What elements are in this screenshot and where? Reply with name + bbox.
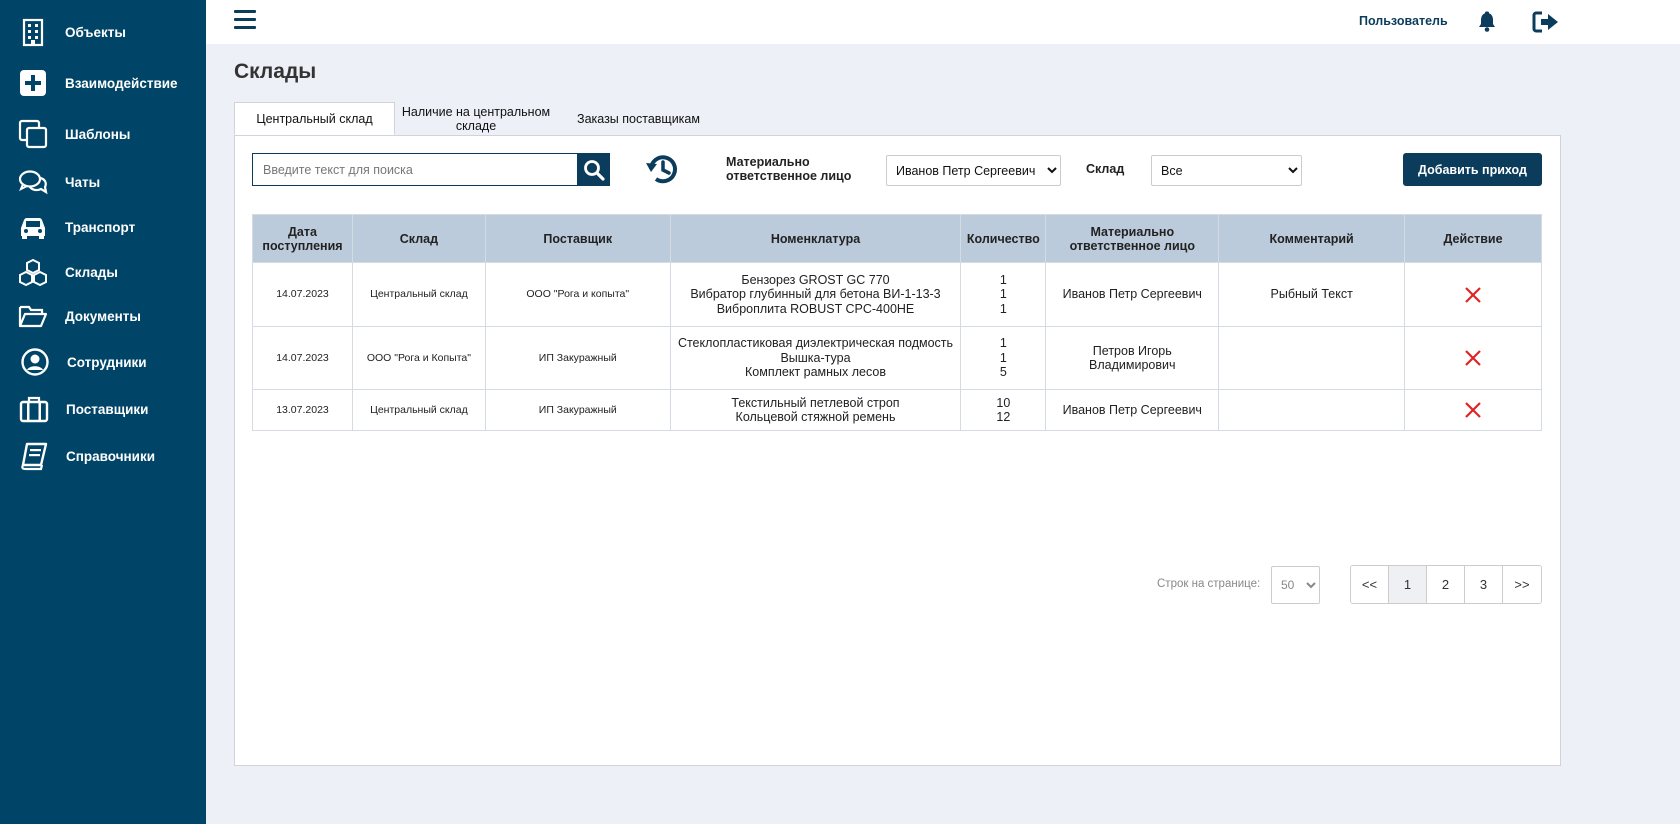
col-quantity[interactable]: Количество xyxy=(961,215,1046,263)
cell-supplier: ООО "Рога и копыта" xyxy=(485,263,670,327)
item-line: Вышка-тура xyxy=(780,350,851,365)
sidebar-item-label: Склады xyxy=(65,264,118,280)
sidebar-item-employees[interactable] xyxy=(0,342,206,382)
cell-supplier: ИП Закуражный xyxy=(485,327,670,390)
search-button[interactable] xyxy=(577,153,610,186)
quantity-line: 5 xyxy=(999,365,1007,380)
cell-responsible: Петров Игорь Владимирович xyxy=(1046,327,1219,390)
tab-central-warehouse[interactable] xyxy=(234,102,395,135)
logout-icon[interactable] xyxy=(1532,10,1560,34)
sidebar-item-label: Транспорт xyxy=(65,219,136,235)
warehouse-select[interactable] xyxy=(1151,155,1302,186)
pagination xyxy=(1350,565,1542,604)
page-last-button[interactable]: >> xyxy=(1503,566,1541,603)
sidebar-item-label: Чаты xyxy=(65,174,101,190)
sidebar-item-label: Справочники xyxy=(66,448,156,464)
table-header-row xyxy=(253,215,1542,263)
topbar xyxy=(206,0,1680,44)
cell-warehouse: Центральный склад xyxy=(352,263,485,327)
item-line: Комплект рамных лесов xyxy=(745,365,886,380)
plus-square-icon xyxy=(18,68,48,98)
cell-action xyxy=(1405,263,1542,327)
cell-comment xyxy=(1219,390,1405,431)
quantity-line: 1 xyxy=(999,350,1007,365)
col-items[interactable]: Номенклатура xyxy=(670,215,961,263)
sidebar-item-label: Документы xyxy=(65,308,141,324)
item-line: Бензорез GROST GC 770 xyxy=(741,272,890,287)
item-line: Вибратор глубинный для бетона ВИ-1-13-3 xyxy=(690,287,941,302)
cell-comment xyxy=(1219,327,1405,390)
search-icon xyxy=(583,159,605,181)
tab-label: Наличие на центральном складе xyxy=(401,104,551,133)
sidebar-item-directories[interactable] xyxy=(0,436,206,476)
tab-supplier-orders[interactable] xyxy=(566,102,711,135)
page-2-button[interactable]: 2 xyxy=(1427,566,1465,603)
cell-quantity xyxy=(961,327,1046,390)
rows-per-page-select[interactable] xyxy=(1271,566,1320,604)
tab-label: Заказы поставщикам xyxy=(577,111,700,126)
table-row[interactable] xyxy=(253,390,1542,431)
cell-items xyxy=(670,327,961,390)
cell-supplier: ИП Закуражный xyxy=(485,390,670,431)
col-responsible[interactable]: Материально ответственное лицо xyxy=(1046,215,1219,263)
cell-items xyxy=(670,263,961,327)
cell-quantity xyxy=(961,390,1046,431)
briefcase-icon xyxy=(19,394,49,424)
cell-date: 14.07.2023 xyxy=(253,263,353,327)
delete-icon[interactable] xyxy=(1464,349,1482,367)
responsible-person-label-text: Материально ответственное лицо xyxy=(726,155,852,183)
sidebar-item-objects[interactable] xyxy=(0,12,206,52)
cell-responsible: Иванов Петр Сергеевич xyxy=(1046,390,1219,431)
col-warehouse[interactable]: Склад xyxy=(352,215,485,263)
sidebar-item-label: Объекты xyxy=(65,24,126,40)
add-receipt-button[interactable]: Добавить приход xyxy=(1403,153,1542,186)
responsible-person-select[interactable] xyxy=(886,155,1061,186)
sidebar-item-label: Поставщики xyxy=(66,401,149,417)
responsible-person-label xyxy=(726,155,866,183)
page-first-button[interactable]: << xyxy=(1351,566,1389,603)
cell-quantity xyxy=(961,263,1046,327)
page-title: Склады xyxy=(234,60,317,83)
history-icon[interactable] xyxy=(643,150,681,188)
sidebar-item-chats[interactable] xyxy=(0,162,206,202)
sidebar-item-transport[interactable] xyxy=(0,207,206,247)
folder-open-icon xyxy=(18,301,48,331)
sidebar-item-suppliers[interactable] xyxy=(0,389,206,429)
cell-warehouse: Центральный склад xyxy=(352,390,485,431)
tab-central-stock[interactable] xyxy=(396,102,556,135)
book-icon xyxy=(19,441,49,471)
boxes-icon xyxy=(18,257,48,287)
warehouse-label: Склад xyxy=(1086,162,1125,176)
search-input[interactable] xyxy=(252,153,577,186)
copy-icon xyxy=(18,119,48,149)
cell-responsible: Иванов Петр Сергеевич xyxy=(1046,263,1219,327)
page-3-button[interactable]: 3 xyxy=(1465,566,1503,603)
sidebar-item-warehouses[interactable] xyxy=(0,252,206,292)
quantity-line: 1 xyxy=(999,287,1007,302)
rows-per-page-label: Строк на странице: xyxy=(1157,578,1261,590)
delete-icon[interactable] xyxy=(1464,286,1482,304)
col-comment[interactable]: Комментарий xyxy=(1219,215,1405,263)
page-1-button[interactable]: 1 xyxy=(1389,566,1427,603)
bell-icon[interactable] xyxy=(1476,11,1498,33)
sidebar-item-documents[interactable] xyxy=(0,296,206,336)
cell-date: 14.07.2023 xyxy=(253,327,353,390)
car-icon xyxy=(18,212,48,242)
sidebar-item-label: Сотрудники xyxy=(67,354,147,370)
quantity-line: 12 xyxy=(996,410,1011,424)
sidebar-item-label: Шаблоны xyxy=(65,126,131,142)
item-line: Стеклопластиковая диэлектрическая подмость xyxy=(677,336,954,351)
cell-action xyxy=(1405,327,1542,390)
table-row[interactable] xyxy=(253,263,1542,327)
user-link[interactable]: Пользователь xyxy=(1359,14,1448,28)
quantity-line: 1 xyxy=(999,336,1007,351)
item-line: Виброплита ROBUST CPC-400HE xyxy=(716,301,915,316)
cell-date: 13.07.2023 xyxy=(253,390,353,431)
tab-label: Центральный склад xyxy=(256,111,373,126)
menu-icon[interactable] xyxy=(234,10,256,32)
cell-comment: Рыбный Текст xyxy=(1219,263,1405,327)
col-date[interactable]: Дата поступления xyxy=(253,215,353,263)
sidebar-item-interaction[interactable] xyxy=(0,63,206,103)
item-line: Текстильный петлевой строп xyxy=(731,395,900,410)
quantity-line: 1 xyxy=(999,272,1007,287)
quantity-line: 10 xyxy=(996,395,1011,410)
warehouse-table xyxy=(252,214,1542,431)
table-row[interactable] xyxy=(253,327,1542,390)
delete-icon[interactable] xyxy=(1464,401,1482,419)
user-circle-icon xyxy=(20,347,50,377)
sidebar-item-label: Взаимодействие xyxy=(65,75,178,91)
cell-action xyxy=(1405,390,1542,431)
sidebar xyxy=(0,0,206,824)
sidebar-item-templates[interactable] xyxy=(0,114,206,154)
cell-warehouse: ООО "Рога и Копыта" xyxy=(352,327,485,390)
cell-items xyxy=(670,390,961,431)
col-supplier[interactable]: Поставщик xyxy=(485,215,670,263)
quantity-line: 1 xyxy=(999,301,1007,316)
building-icon xyxy=(18,17,48,47)
col-action: Действие xyxy=(1405,215,1542,263)
comments-icon xyxy=(18,167,48,197)
item-line: Кольцевой стяжной ремень xyxy=(735,410,896,424)
